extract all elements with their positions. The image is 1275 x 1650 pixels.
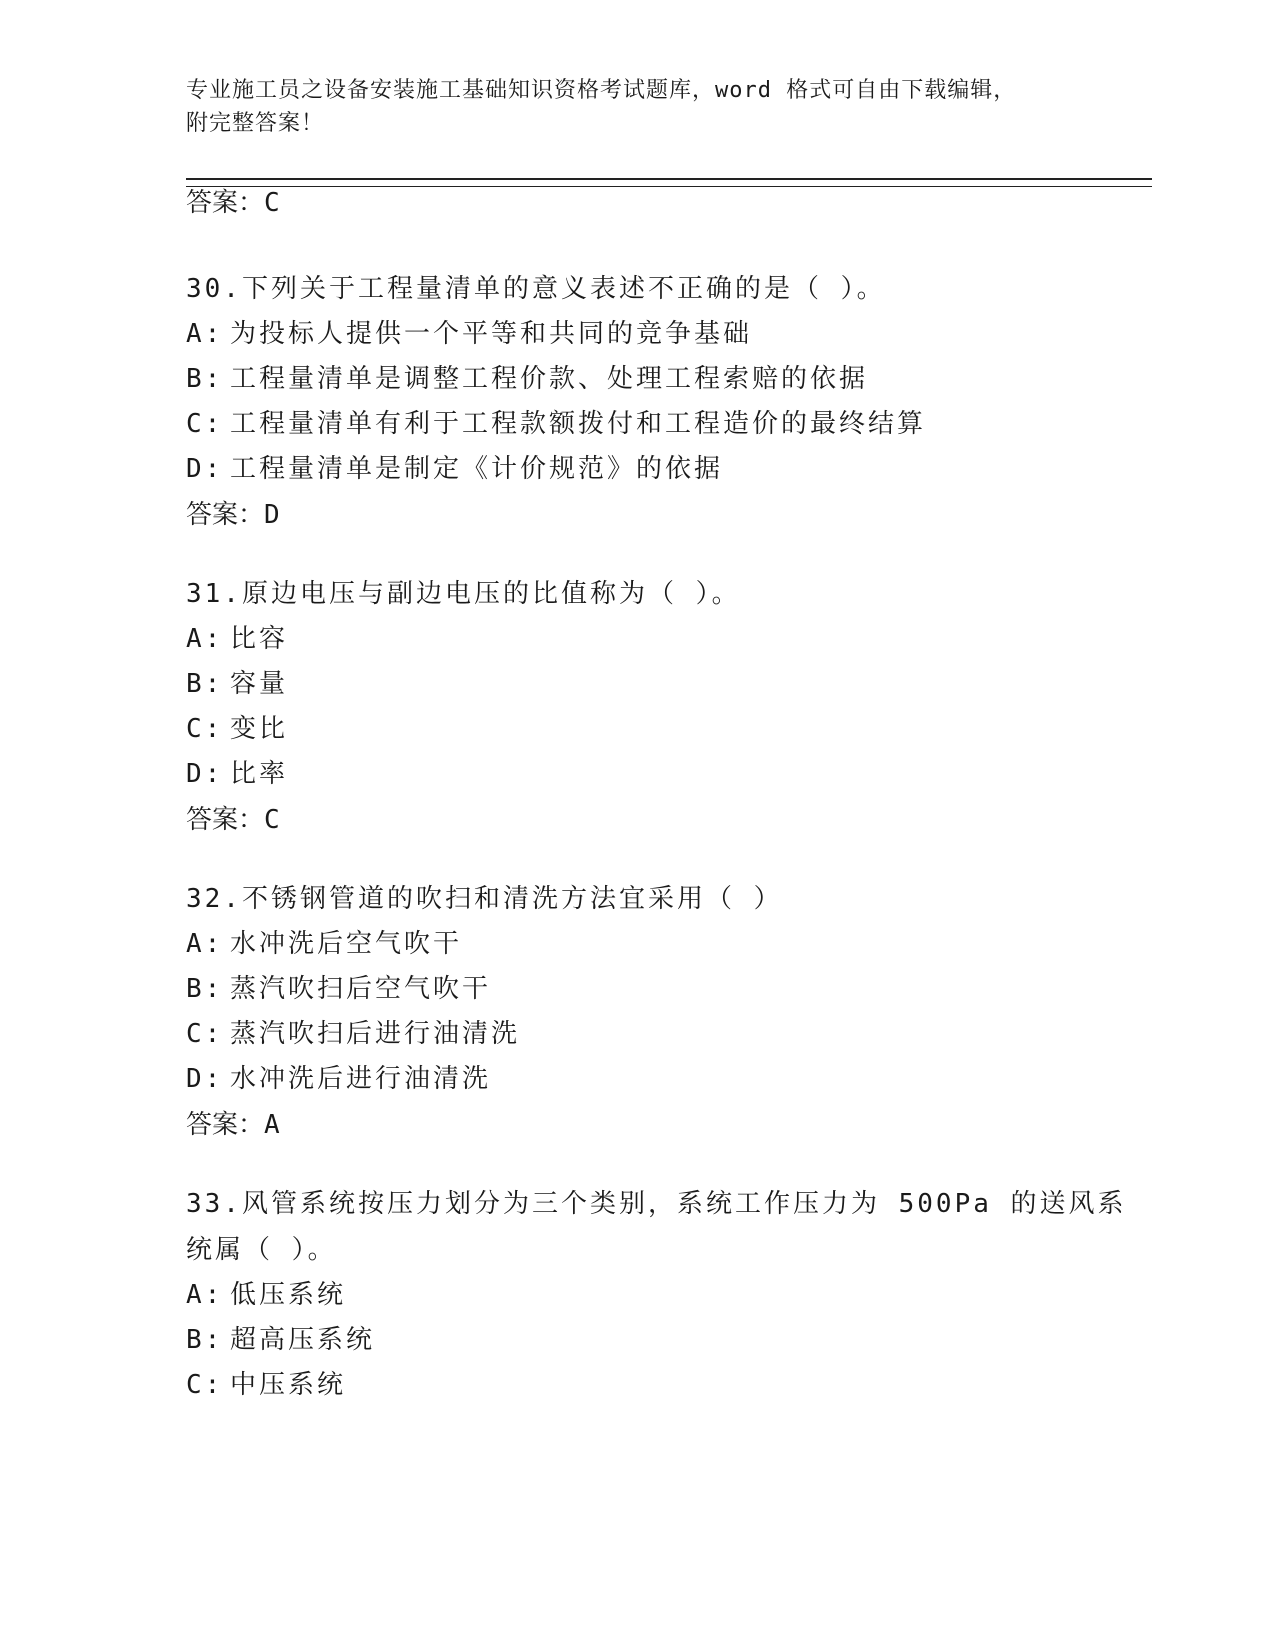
option-text: 水冲洗后进行油清洗 [230,1064,492,1094]
option-text: 比率 [230,759,289,789]
option-text: 变比 [230,714,289,744]
option-text: 工程量清单是调整工程价款、处理工程索赔的依据 [230,364,869,394]
header-text-line-1: 专业施工员之设备安装施工基础知识资格考试题库，word 格式可自由下载编辑， [186,78,1017,103]
option-key: B: [186,669,224,699]
question-31 [186,571,1146,843]
option-key: D: [186,454,224,484]
answer-line: 答案：C [186,188,280,218]
option-b [186,357,1146,402]
option-d [186,752,1146,797]
document-header [186,74,1066,140]
option-d [186,1057,1146,1102]
option-a [186,617,1146,662]
question-33 [186,1181,1146,1408]
option-b [186,662,1146,707]
question-stem: 30.下列关于工程量清单的意义表述不正确的是（ ）。 [186,274,886,304]
question-stem: 31.原边电压与副边电压的比值称为（ ）。 [186,579,741,609]
option-a [186,922,1146,967]
option-b [186,1318,1146,1363]
question-stem-line-2: 统属（ ）。 [186,1235,337,1265]
option-text: 蒸汽吹扫后空气吹干 [230,974,492,1004]
option-key: A: [186,319,224,349]
option-text: 容量 [230,669,289,699]
option-key: C: [186,714,224,744]
option-c [186,707,1146,752]
option-text: 为投标人提供一个平等和共同的竞争基础 [230,319,753,349]
option-text: 比容 [230,624,289,654]
option-text: 中压系统 [230,1370,347,1400]
option-text: 水冲洗后空气吹干 [230,929,463,959]
question-30 [186,266,1146,538]
option-key: B: [186,364,224,394]
option-c [186,1012,1146,1057]
header-divider [186,178,1152,187]
answer-line: 答案：C [186,805,280,835]
option-key: D: [186,759,224,789]
header-text-line-2: 附完整答案！ [186,111,325,136]
option-key: B: [186,974,224,1004]
option-text: 工程量清单有利于工程款额拨付和工程造价的最终结算 [230,409,927,439]
answer-line: 答案：D [186,500,280,530]
option-text: 低压系统 [230,1280,347,1310]
option-key: D: [186,1064,224,1094]
option-a [186,312,1146,357]
option-key: A: [186,929,224,959]
option-a [186,1273,1146,1318]
option-d [186,447,1146,492]
option-key: C: [186,1370,224,1400]
option-c [186,1363,1146,1408]
option-b [186,967,1146,1012]
question-stem-line-1: 33.风管系统按压力划分为三个类别，系统工作压力为 500Pa 的送风系 [186,1189,1127,1219]
option-key: C: [186,409,224,439]
option-text: 蒸汽吹扫后进行油清洗 [230,1019,521,1049]
option-text: 超高压系统 [230,1325,376,1355]
question-stem: 32.不锈钢管道的吹扫和清洗方法宜采用（ ） [186,884,783,914]
question-32 [186,876,1146,1148]
answer-line: 答案：A [186,1110,280,1140]
option-key: C: [186,1019,224,1049]
option-key: A: [186,1280,224,1310]
option-text: 工程量清单是制定《计价规范》的依据 [230,454,724,484]
option-key: B: [186,1325,224,1355]
option-c [186,402,1146,447]
option-key: A: [186,624,224,654]
